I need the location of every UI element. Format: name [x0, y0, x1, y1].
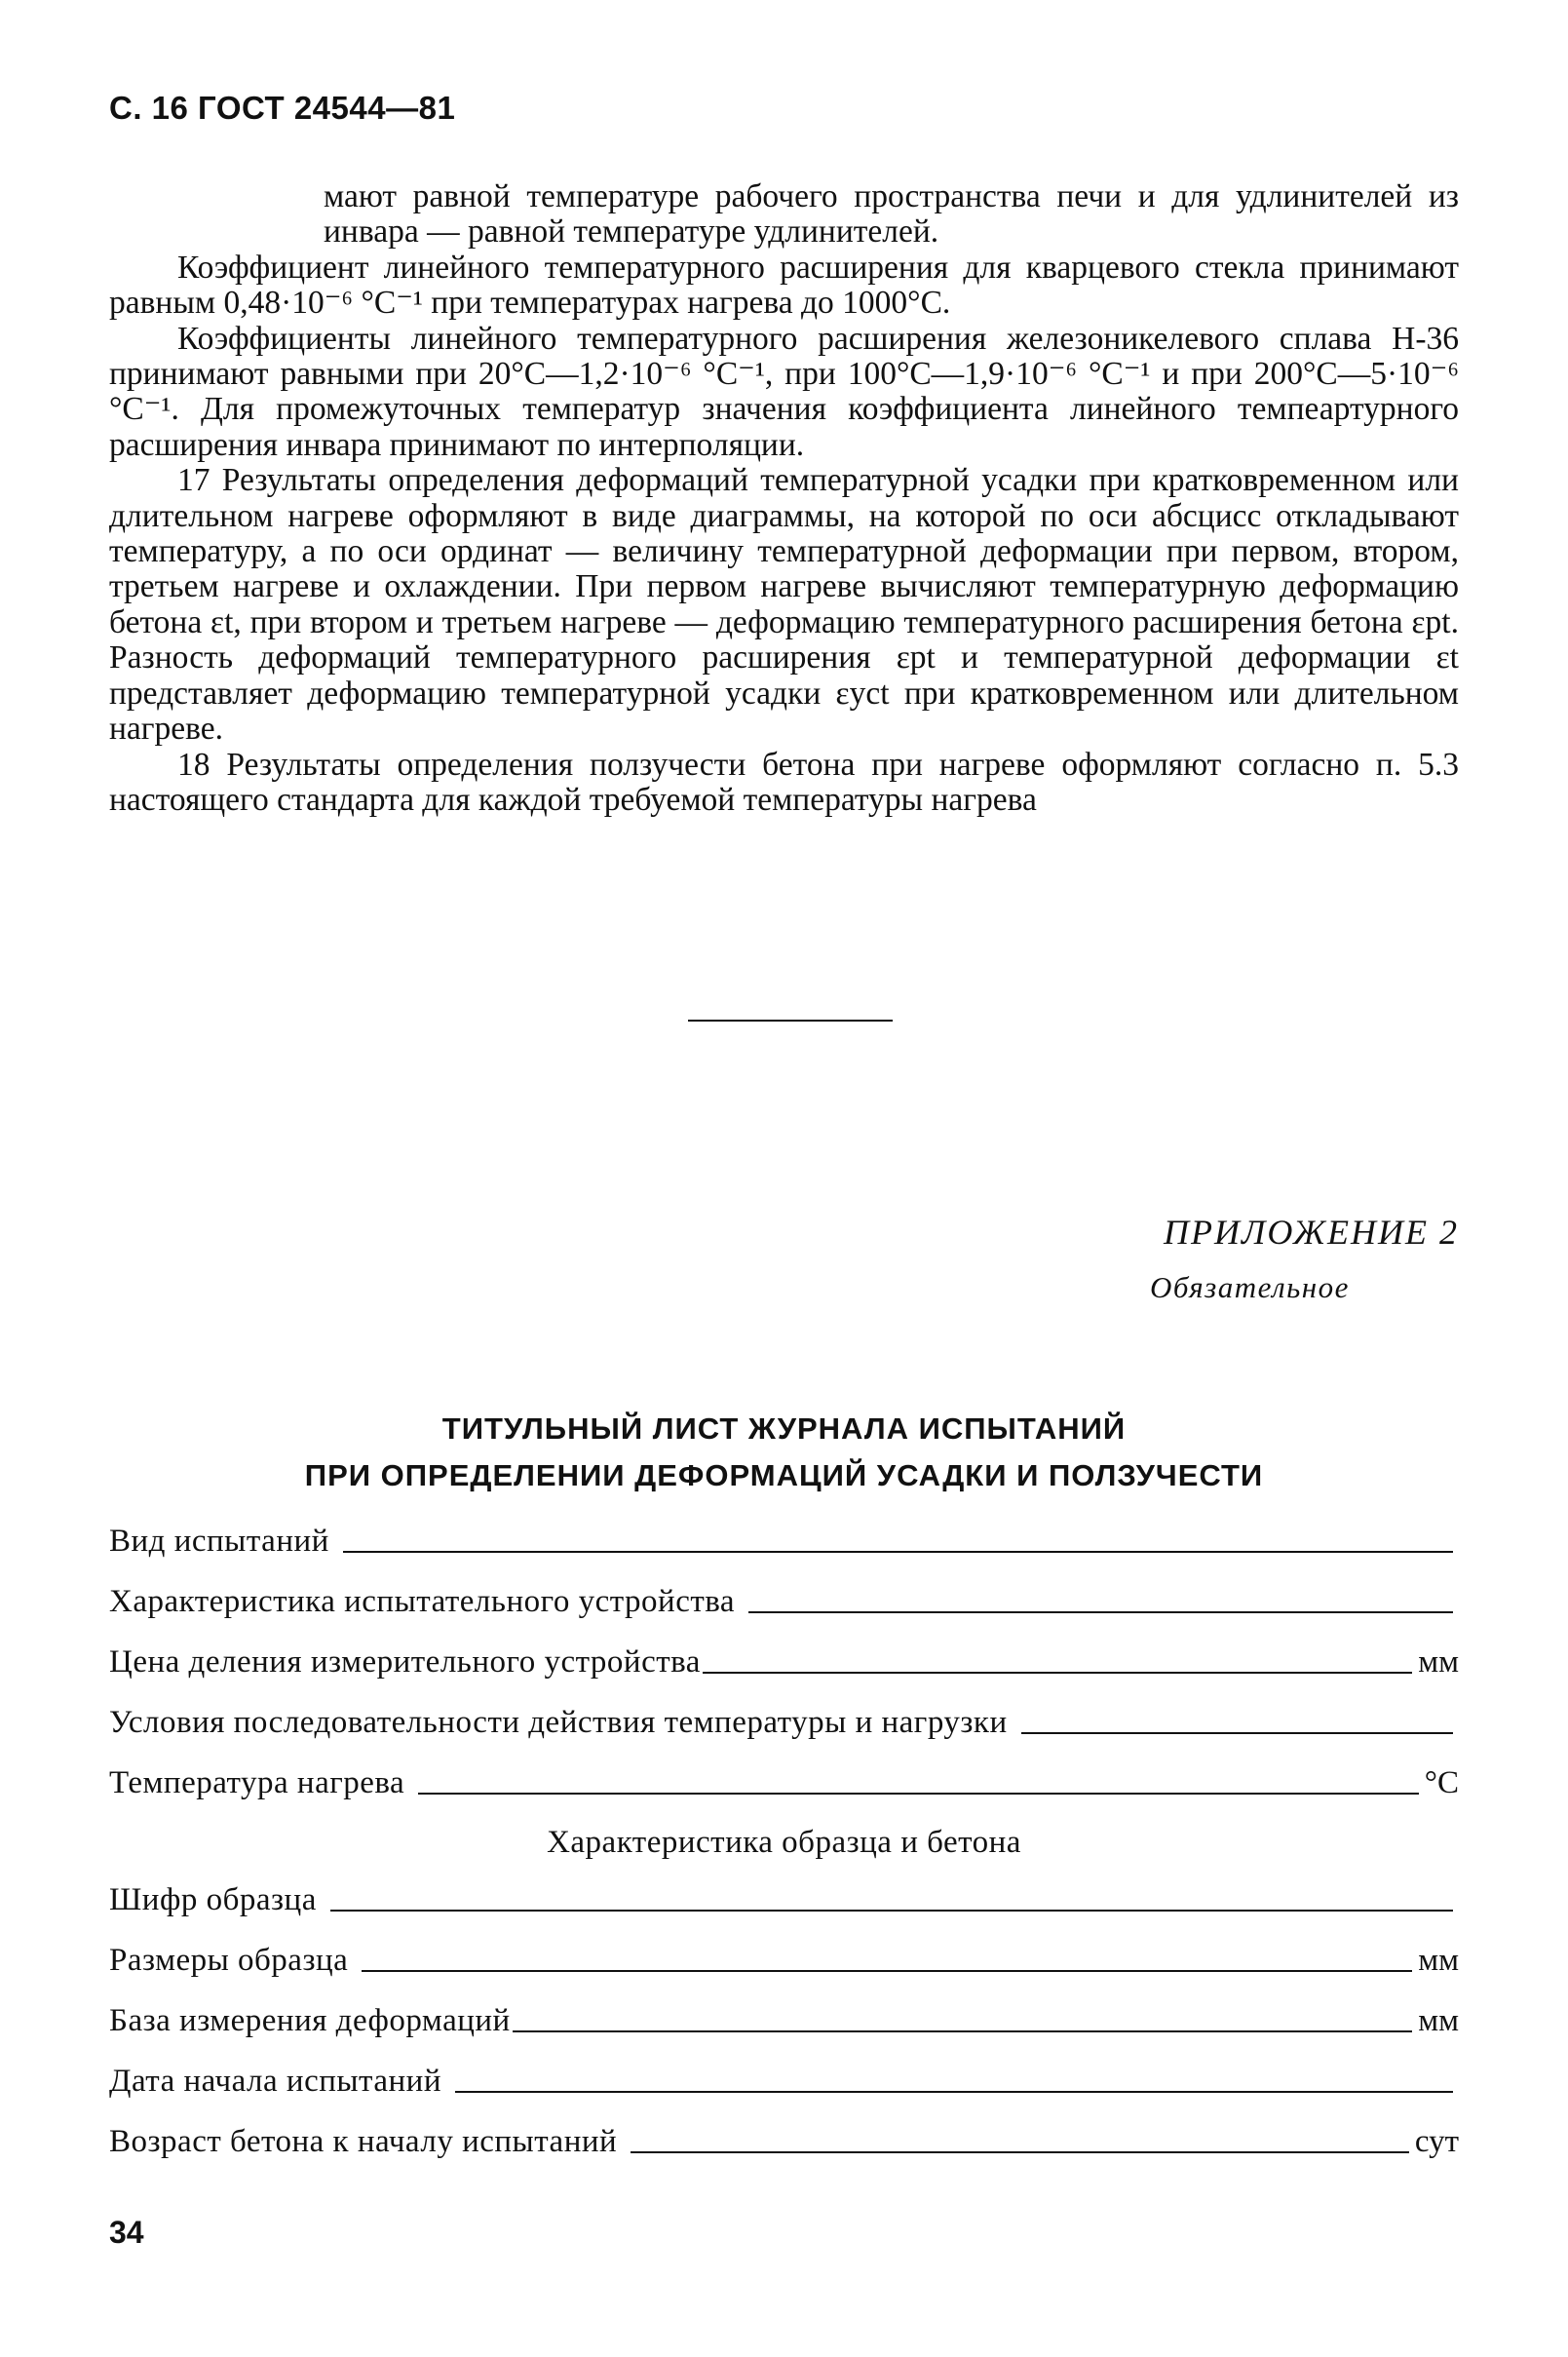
- paragraph-quartz-coefficient: Коэффициент линейного температурного расширения для кварцевого стекла принимают равным 0,48·10⁻⁶ °С⁻¹ при температурах нагрева до 1000°С.: [109, 249, 1459, 322]
- fill-line[interactable]: [418, 1793, 1419, 1795]
- form-title-line-1: ТИТУЛЬНЫЙ ЛИСТ ЖУРНАЛА ИСПЫТАНИЙ: [441, 1411, 1127, 1446]
- field-unit: мм: [1418, 2003, 1459, 2038]
- form-field-sample-size: [109, 1940, 1459, 1979]
- section-separator: [688, 1020, 893, 1022]
- fill-line[interactable]: [362, 1970, 1412, 1972]
- field-label: Вид испытаний: [109, 1524, 329, 1559]
- field-label: База измерения деформаций: [109, 2003, 511, 2038]
- field-unit: сут: [1414, 2124, 1459, 2159]
- fill-line[interactable]: [513, 2030, 1413, 2032]
- appendix-title: ПРИЛОЖЕНИЕ 2: [1164, 1213, 1459, 1252]
- form-title-line-2: ПРИ ОПРЕДЕЛЕНИИ ДЕФОРМАЦИЙ УСАДКИ И ПОЛЗУЧЕСТИ: [304, 1458, 1264, 1492]
- form-field-test-type: [109, 1521, 1459, 1560]
- field-label: Характеристика испытательного устройства: [109, 1584, 736, 1619]
- form-field-sequence-conditions: [109, 1702, 1459, 1741]
- field-label: Цена деления измерительного устройства: [109, 1644, 701, 1680]
- body-text: [109, 179, 1459, 818]
- paragraph-item-18: 18 Результаты определения ползучести бетона при нагреве оформляют согласно п. 5.3 настоящего стандарта для каждой требуемой температуры нагрева: [109, 746, 1459, 818]
- field-label: Возраст бетона к началу испытаний: [109, 2124, 618, 2159]
- field-unit: мм: [1418, 1943, 1459, 1978]
- form-field-division-value: [109, 1642, 1459, 1681]
- fill-line[interactable]: [748, 1611, 1453, 1613]
- form-field-concrete-age: [109, 2121, 1459, 2160]
- form-field-start-date: [109, 2061, 1459, 2100]
- fill-line[interactable]: [455, 2091, 1453, 2093]
- fill-line[interactable]: [330, 1910, 1453, 1912]
- paragraph-alloy-coefficients: Коэффициенты линейного температурного расширения железоникелевого сплава Н-36 принимают равными при 20°С—1,2·10⁻⁶ °С⁻¹, при 100°С—1,9·10⁻⁶ °С⁻¹ и при 200°С—5·10⁻⁶ °С⁻¹. Для промежуточных температур значения коэффициента линейного темпеартурного расширения инвара принимают по интерполяции.: [109, 320, 1459, 463]
- paragraph-continuation: мают равной температуре рабочего пространства печи и для удлинителей из инвара — равной температуре удлинителей.: [324, 178, 1459, 251]
- page-number: 34: [109, 2215, 144, 2250]
- field-label: Шифр образца: [109, 1882, 317, 1917]
- fill-line[interactable]: [1021, 1732, 1453, 1734]
- form-field-sample-code: [109, 1879, 1459, 1918]
- fill-line[interactable]: [631, 2151, 1409, 2153]
- field-unit: мм: [1418, 1644, 1459, 1680]
- appendix-subtitle: Обязательное: [1150, 1270, 1350, 1304]
- fill-line[interactable]: [703, 1672, 1412, 1674]
- field-unit: °С: [1424, 1765, 1459, 1800]
- field-label: Размеры образца: [109, 1943, 349, 1978]
- form-field-heating-temperature: [109, 1762, 1459, 1801]
- form-field-device-characteristic: [109, 1581, 1459, 1620]
- paragraph-item-17: 17 Результаты определения деформаций температурной усадки при кратковременном или длительном нагреве оформляют в виде диаграммы, на которой по оси абсцисс откладывают температуру, а по оси ординат — величину температурной деформации при первом, втором, третьем нагреве и охлаждении. При первом нагреве вычисляют температурную деформацию бетона εt, при втором и третьем нагреве — деформацию температурного расширения бетона εpt. Разность деформаций температурного расширения εpt и температурной деформации εt представляет деформацию температурной усадки εyct при кратковременном или длительном нагреве.: [109, 462, 1459, 748]
- field-label: Температура нагрева: [109, 1765, 405, 1800]
- section-sample-characteristics: Характеристика образца и бетона: [547, 1825, 1021, 1860]
- field-label: Условия последовательности действия температуры и нагрузки: [109, 1705, 1008, 1740]
- field-label: Дата начала испытаний: [109, 2064, 441, 2099]
- fill-line[interactable]: [343, 1551, 1453, 1553]
- form-field-measurement-base: [109, 2000, 1459, 2039]
- page-header: С. 16 ГОСТ 24544—81: [109, 90, 456, 126]
